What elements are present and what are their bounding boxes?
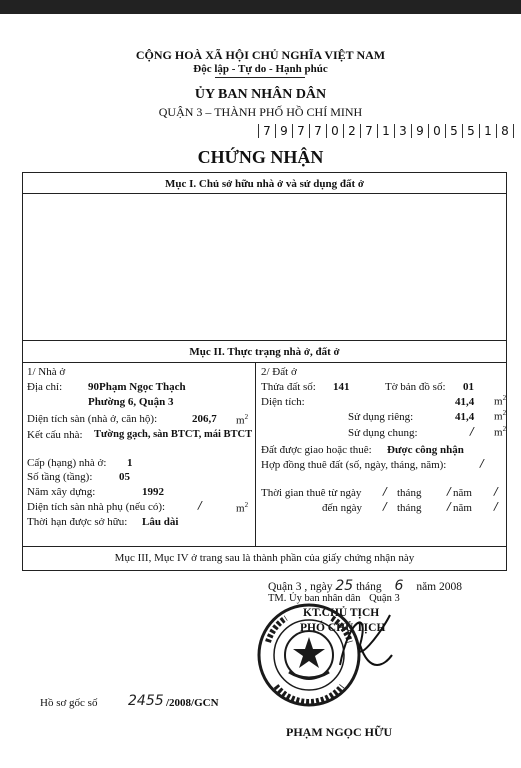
lease-to-day: / [383, 500, 387, 513]
serial-digit: 5 [445, 124, 462, 138]
parcel-label: Thửa đất số: [261, 381, 316, 393]
serial-digit: 1 [377, 124, 394, 138]
issuing-org-prefix: TM. Ủy ban nhân dân [268, 593, 361, 604]
handwritten-signature [330, 605, 400, 685]
private-use-unit: $m^2$ [494, 409, 507, 423]
section1-heading: Mục I. Chủ sở hữu nhà ở và sử dụng đất ở [165, 178, 364, 190]
grade-label: Cấp (hạng) nhà ở: [27, 457, 107, 469]
issue-place: Quận 3 , ngày [268, 581, 333, 593]
issuing-org-district: Quận 3 [369, 593, 400, 604]
land-label: 2/ Đất ở [261, 366, 297, 378]
allocation-label: Đất được giao hoặc thuê: [261, 444, 372, 456]
floor-area-label: Diện tích sàn (nhà ở, căn hộ): [27, 413, 158, 425]
issue-month: 6 [394, 578, 404, 594]
lease-to-month-label: tháng [397, 502, 422, 514]
lease-from-label: Thời gian thuê từ ngày [261, 487, 362, 499]
allocation-value: Được công nhận [387, 444, 464, 456]
address-label: Địa chỉ: [27, 381, 63, 393]
parcel-value: 141 [333, 381, 350, 393]
serial-digit: 8 [496, 124, 514, 138]
national-motto: Độc lập - Tự do - Hạnh phúc [193, 63, 328, 75]
year-built-value: 1992 [142, 486, 164, 498]
lease-to-year-label: năm [453, 502, 472, 514]
ownership-term-value: Lâu dài [142, 516, 179, 528]
lease-contract-label: Hợp đồng thuê đất (số, ngày, tháng, năm): [261, 459, 447, 471]
ownership-term-label: Thời hạn được sở hữu: [27, 516, 128, 528]
issue-day: 25 [335, 578, 354, 594]
serial-digit: 0 [326, 124, 343, 138]
floor-area-unit: $m^2$ [236, 413, 249, 427]
serial-digit: 9 [411, 124, 428, 138]
lease-from-day: / [383, 485, 387, 498]
lease-from-month: / [447, 485, 451, 498]
aux-area-label: Diện tích sàn nhà phụ (nếu có): [27, 501, 166, 513]
serial-digit: 7 [309, 124, 326, 138]
aux-area-value: / [198, 499, 202, 512]
floors-label: Số tầng (tầng): [27, 471, 93, 483]
issue-year: 2008 [439, 581, 463, 593]
signer-name: PHẠM NGỌC HỮU [286, 725, 393, 739]
map-sheet-label: Tờ bản đồ số: [385, 381, 446, 393]
file-label: Hồ sơ gốc số [40, 697, 98, 709]
republic-heading: CỘNG HOÀ XÃ HỘI CHỦ NGHĨA VIỆT NAM [135, 48, 386, 62]
serial-digit: 7 [360, 124, 377, 138]
serial-digit: 0 [428, 124, 445, 138]
serial-number [258, 124, 514, 138]
file-number: 2455 [128, 693, 164, 709]
structure-label: Kết cấu nhà: [27, 429, 83, 441]
serial-digit: 5 [462, 124, 479, 138]
signer-role-2: PHÓ CHỦ TỊCH [300, 622, 386, 634]
address-line2: Phường 6, Quận 3 [88, 396, 174, 408]
floor-area-value: 206,7 [192, 413, 217, 425]
lease-to-month: / [447, 500, 451, 513]
issue-year-label: năm [416, 581, 437, 593]
shared-use-unit: $m^2$ [494, 425, 507, 439]
serial-digit: 9 [275, 124, 292, 138]
issue-month-label: tháng [356, 581, 382, 593]
file-suffix: /2008/GCN [166, 697, 219, 709]
shared-use-label: Sử dụng chung: [348, 427, 418, 439]
section2-heading: Mục II. Thực trạng nhà ở, đất ở [189, 346, 340, 358]
address-line1: 90Phạm Ngọc Thạch [88, 381, 186, 393]
serial-digit: 3 [394, 124, 411, 138]
private-use-label: Sử dụng riêng: [348, 411, 414, 423]
issue-date-line [268, 578, 462, 594]
motto-underline [215, 77, 305, 78]
lease-from-year: / [494, 485, 498, 498]
floors-value: 05 [119, 471, 130, 483]
map-sheet-value: 01 [463, 381, 474, 393]
section2-top-rule [22, 340, 507, 341]
section2-divider [22, 362, 507, 363]
scan-top-edge [0, 0, 521, 14]
lease-from-month-label: tháng [397, 487, 422, 499]
serial-digit: 2 [343, 124, 360, 138]
district-heading: QUẬN 3 – THÀNH PHỐ HỒ CHÍ MINH [158, 105, 363, 119]
column-divider [255, 362, 256, 546]
owner-info-area [23, 194, 506, 339]
committee-heading: ỦY BAN NHÂN DÂN [194, 87, 327, 102]
year-built-label: Năm xây dựng: [27, 486, 96, 498]
section3-divider [22, 546, 507, 547]
serial-digit: 7 [292, 124, 309, 138]
section3-note: Mục III, Mục IV ở trang sau là thành phần của giấy chứng nhận này [114, 552, 415, 564]
land-area-unit: $m^2$ [494, 394, 507, 408]
lease-to-label: đến ngày [322, 502, 363, 514]
aux-area-unit: $m^2$ [236, 501, 249, 515]
signer-role-1: KT.CHỦ TỊCH [303, 607, 380, 619]
shared-use-value: / [470, 425, 474, 438]
serial-digit: 7 [258, 124, 275, 138]
lease-contract-value: / [480, 457, 484, 470]
lease-to-year: / [494, 500, 498, 513]
grade-value: 1 [127, 457, 133, 469]
land-area-value: 41,4 [455, 396, 475, 408]
serial-digit: 1 [479, 124, 496, 138]
private-use-value: 41,4 [455, 411, 475, 423]
lease-from-year-label: năm [453, 487, 472, 499]
house-label: 1/ Nhà ở [27, 366, 66, 378]
land-area-label: Diện tích: [261, 396, 305, 408]
certificate-title: CHỨNG NHẬN [197, 147, 324, 167]
structure-value: Tường gạch, sàn BTCT, mái BTCT [94, 429, 253, 440]
